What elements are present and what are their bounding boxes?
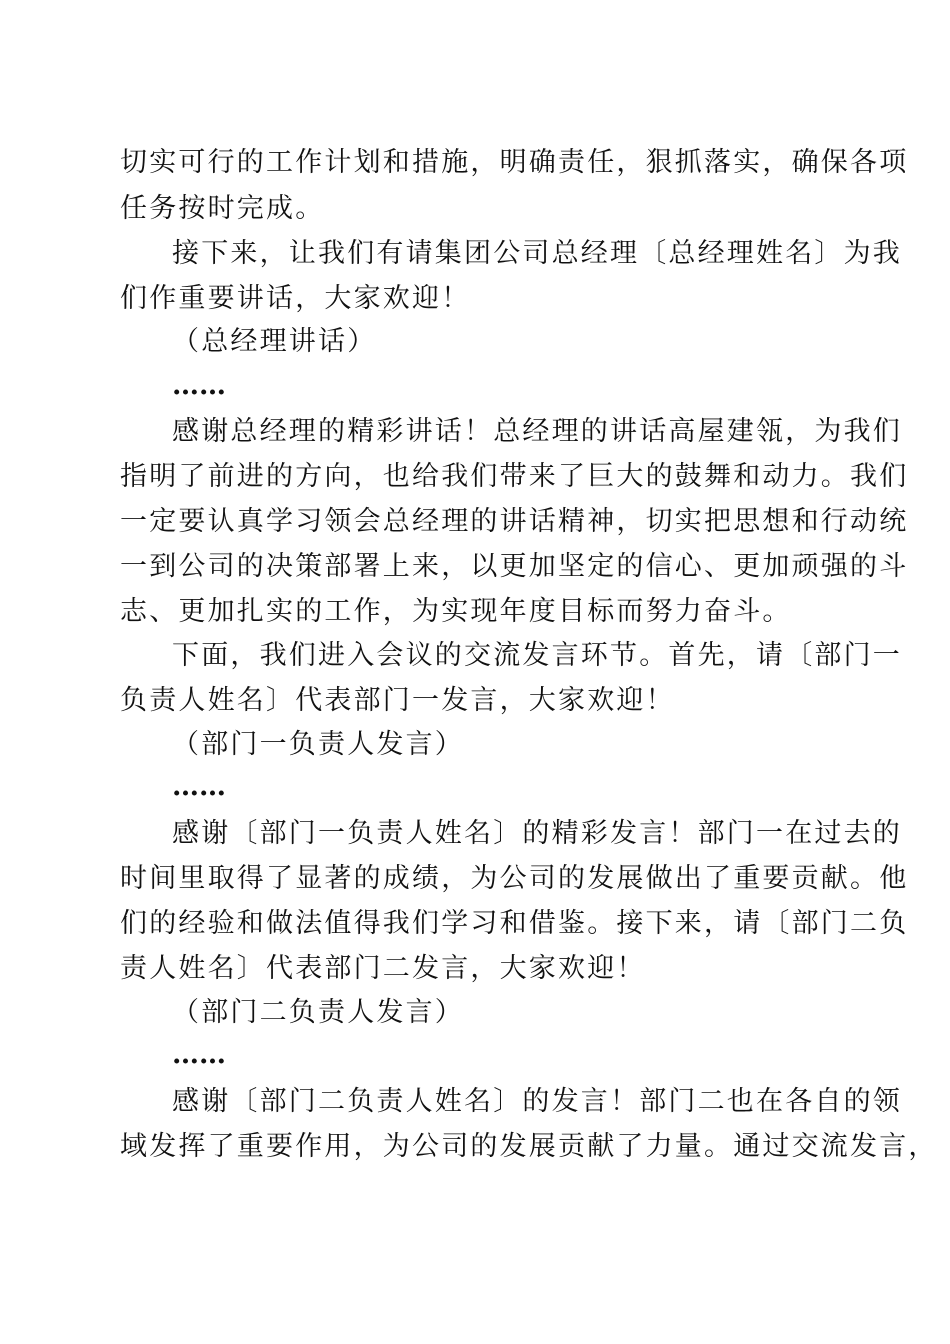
text-line: 域发挥了重要作用，为公司的发展贡献了力量。通过交流发言， xyxy=(120,1131,938,1162)
ellipsis-line: …… xyxy=(172,771,226,802)
text-line: 感谢总经理的精彩讲话！总经理的讲话高屋建瓴，为我们 xyxy=(172,416,902,447)
ellipsis-line: …… xyxy=(172,1039,226,1070)
text-line: 切实可行的工作计划和措施，明确责任，狠抓落实，确保各项 xyxy=(120,147,909,178)
text-line: 一定要认真学习领会总经理的讲话精神，切实把思想和行动统 xyxy=(120,506,909,537)
text-line: 任务按时完成。 xyxy=(120,193,325,224)
text-line: 指明了前进的方向，也给我们带来了巨大的鼓舞和动力。我们 xyxy=(120,461,909,492)
text-line: 负责人姓名〕代表部门一发言，大家欢迎！ xyxy=(120,685,675,716)
text-line: 感谢〔部门一负责人姓名〕的精彩发言！部门一在过去的 xyxy=(172,818,902,849)
text-line: 们的经验和做法值得我们学习和借鉴。接下来，请〔部门二负 xyxy=(120,908,909,939)
text-line: 一到公司的决策部署上来，以更加坚定的信心、更加顽强的斗 xyxy=(120,551,909,582)
text-line: （部门一负责人发言） xyxy=(172,729,464,760)
text-line: （总经理讲话） xyxy=(172,326,377,357)
text-line: 责人姓名〕代表部门二发言，大家欢迎！ xyxy=(120,953,646,984)
text-line: 下面，我们进入会议的交流发言环节。首先，请〔部门一 xyxy=(172,640,902,671)
ellipsis-line: …… xyxy=(172,370,226,401)
text-line: （部门二负责人发言） xyxy=(172,997,464,1028)
text-line: 感谢〔部门二负责人姓名〕的发言！部门二也在各自的领 xyxy=(172,1086,902,1117)
text-line: 接下来，让我们有请集团公司总经理〔总经理姓名〕为我 xyxy=(172,238,902,269)
text-line: 时间里取得了显著的成绩，为公司的发展做出了重要贡献。他 xyxy=(120,863,909,894)
text-line: 志、更加扎实的工作，为实现年度目标而努力奋斗。 xyxy=(120,596,792,627)
text-line: 们作重要讲话，大家欢迎！ xyxy=(120,283,471,314)
